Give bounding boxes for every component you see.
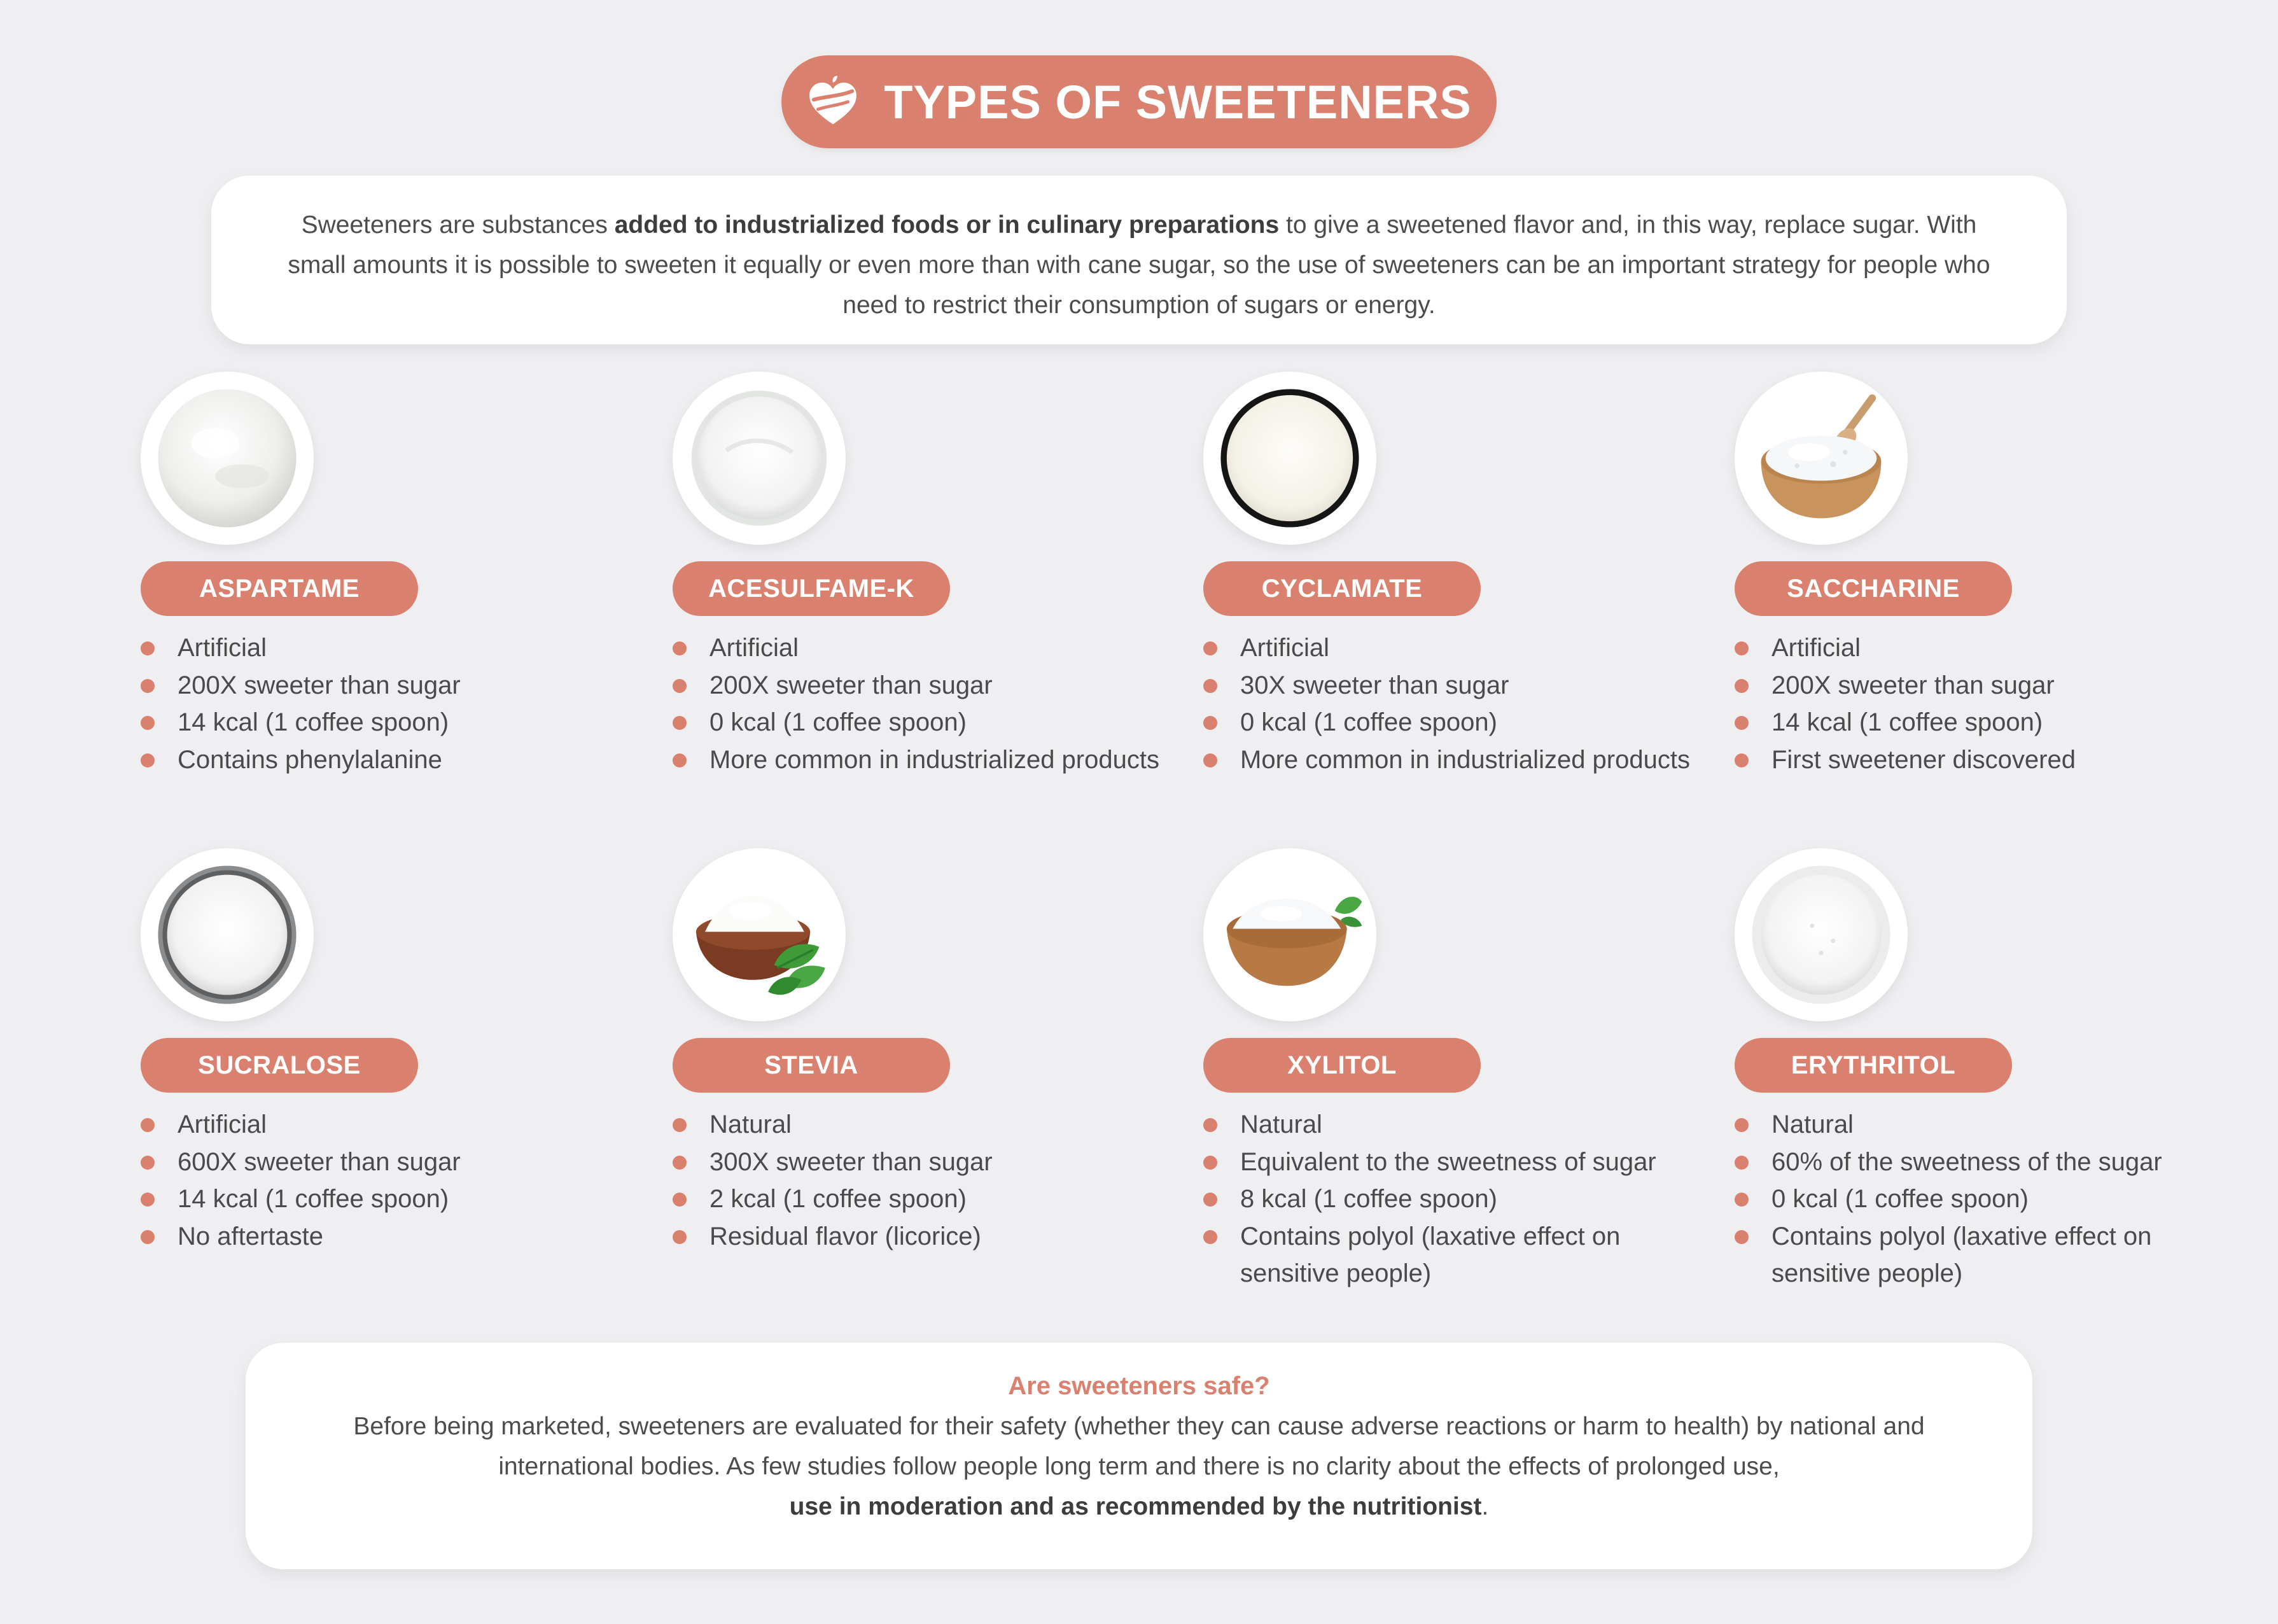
fact-text: Natural [709,1110,792,1138]
fact-text: First sweetener discovered [1771,745,2076,774]
sweetener-photo [673,372,846,545]
page-title: TYPES OF SWEETENERS [884,75,1472,129]
sweetener-facts-list [141,1106,662,1255]
bullet-dot-icon [1203,641,1217,655]
list-item [673,1106,1194,1144]
sweetener-name-pill: ASPARTAME [141,561,418,616]
sweetener-facts-list [673,629,1194,778]
list-item [673,704,1194,741]
bullet-dot-icon [1735,1193,1749,1207]
bullet-dot-icon [141,679,155,693]
fact-text: 14 kcal (1 coffee spoon) [1771,708,2043,736]
list-item [1735,1144,2256,1181]
sweetener-photo [141,372,314,545]
sweetener-name-pill: SUCRALOSE [141,1038,418,1093]
intro-text: Sweeteners are substances [301,211,615,239]
bullet-dot-icon [1203,1156,1217,1170]
bullet-dot-icon [141,1193,155,1207]
fact-text: More common in industrialized products [1240,745,1690,774]
bullet-dot-icon [673,753,687,767]
list-item [1203,741,1725,779]
powder-bowl-stevia-leaves-icon [684,860,834,1010]
title-banner [781,55,1497,148]
bullet-dot-icon [141,753,155,767]
fact-text: Contains polyol (laxative effect on sensitive people) [1240,1222,1621,1287]
list-item [673,667,1194,704]
bullet-dot-icon [673,1156,687,1170]
safety-end: . [1481,1493,1489,1520]
fact-text: Artificial [709,634,799,662]
fact-text: 2 kcal (1 coffee spoon) [709,1185,967,1213]
sweetener-facts-list [1735,629,2256,778]
heart-leaf-logo-icon [806,75,860,129]
bullet-dot-icon [141,1156,155,1170]
sweetener-photo [1203,848,1376,1021]
fact-text: 300X sweeter than sugar [709,1147,993,1176]
fact-text: 14 kcal (1 coffee spoon) [178,708,449,736]
fact-text: 0 kcal (1 coffee spoon) [1771,1185,2029,1213]
powder-grey-bowl-icon [152,860,302,1010]
list-item [1203,1180,1725,1218]
list-item [1735,704,2256,741]
powder-glass-dish-icon [684,383,834,533]
sweetener-card-stevia [673,848,1194,1294]
list-item [141,1144,662,1181]
sugar-wooden-bowl-leaf-icon [1215,860,1365,1010]
fact-text: 60% of the sweetness of the sugar [1771,1147,2162,1176]
list-item [141,741,662,779]
sweetener-facts-list [141,629,662,778]
list-item [1203,667,1725,704]
bullet-dot-icon [141,1230,155,1244]
bullet-dot-icon [1203,753,1217,767]
sweetener-name-pill: SACCHARINE [1735,561,2012,616]
list-item [673,1218,1194,1256]
fact-text: 14 kcal (1 coffee spoon) [178,1185,449,1213]
list-item [673,1180,1194,1218]
intro-text-continued: to give a sweetened flavor and, in this way, replace sugar. With small amounts it is possible to sweeten it equally or even more than with cane sugar, so the use of sweeteners can be an important strategy for people who need to restrict their consumption of sugars or energy. [288,211,1990,319]
safety-card [246,1343,2032,1569]
list-item [1735,741,2256,779]
sweetener-card-cyclamate [1203,372,1725,817]
list-item [141,704,662,741]
fact-text: More common in industrialized products [709,745,1159,774]
list-item [1203,704,1725,741]
list-item [673,629,1194,667]
intro-bold-text: added to industrialized foods or in culinary preparations [614,211,1280,239]
sweetener-photo [1203,372,1376,545]
list-item [1735,629,2256,667]
sweetener-facts-list [1203,1106,1725,1292]
list-item [1203,1106,1725,1144]
safety-title: Are sweeteners safe? [1008,1372,1270,1400]
list-item [141,629,662,667]
fact-text: 0 kcal (1 coffee spoon) [709,708,967,736]
list-item [1735,1180,2256,1218]
bullet-dot-icon [1203,1118,1217,1132]
bullet-dot-icon [673,1193,687,1207]
bullet-dot-icon [1735,1118,1749,1132]
list-item [141,667,662,704]
sweetener-photo [1735,848,1908,1021]
fact-text: Artificial [1240,634,1330,662]
fact-text: No aftertaste [178,1222,324,1250]
fact-text: Contains phenylalanine [178,745,442,774]
list-item [673,741,1194,779]
list-item [673,1144,1194,1181]
bullet-dot-icon [673,1118,687,1132]
list-item [141,1180,662,1218]
fact-text: 600X sweeter than sugar [178,1147,461,1176]
bullet-dot-icon [141,641,155,655]
sweetener-card-erythritol [1735,848,2256,1294]
list-item [1203,629,1725,667]
safety-body [297,1406,1981,1527]
safety-text: Before being marketed, sweeteners are evaluated for their safety (whether they can cause adverse reactions or harm to health) by national and international bodies. As few studies follow people long term and there is no clarity about the effects of prolonged use, [353,1413,1925,1480]
crystals-wooden-bowl-spoon-icon [1746,383,1896,533]
sweetener-card-saccharine [1735,372,2256,817]
bullet-dot-icon [1735,1156,1749,1170]
fact-text: 30X sweeter than sugar [1240,671,1509,699]
list-item [1735,1106,2256,1144]
sweetener-name-pill: ERYTHRITOL [1735,1038,2012,1093]
sweetener-card-acesulfame-k [673,372,1194,817]
sweetener-photo [141,848,314,1021]
granules-white-bowl-icon [1746,860,1896,1010]
fact-text: Natural [1771,1110,1854,1138]
sweetener-photo [673,848,846,1021]
fact-text: Natural [1240,1110,1322,1138]
bullet-dot-icon [673,1230,687,1244]
bullet-dot-icon [1735,641,1749,655]
list-item [1203,1144,1725,1181]
fact-text: 8 kcal (1 coffee spoon) [1240,1185,1497,1213]
bullet-dot-icon [1203,679,1217,693]
fact-text: Equivalent to the sweetness of sugar [1240,1147,1656,1176]
fact-text: Artificial [178,1110,267,1138]
safety-bold-text: use in moderation and as recommended by the nutritionist [789,1493,1482,1520]
bullet-dot-icon [673,641,687,655]
intro-card [211,176,2067,344]
sweetener-name-pill: XYLITOL [1203,1038,1481,1093]
list-item [1735,667,2256,704]
list-item [1735,1218,2256,1292]
sweetener-name-pill: ACESULFAME-K [673,561,950,616]
bullet-dot-icon [1735,1230,1749,1244]
sweetener-name-pill: CYCLAMATE [1203,561,1481,616]
bullet-dot-icon [1203,716,1217,730]
sweetener-facts-list [673,1106,1194,1255]
fact-text: 0 kcal (1 coffee spoon) [1240,708,1497,736]
bullet-dot-icon [141,1118,155,1132]
bullet-dot-icon [1735,679,1749,693]
sweetener-facts-list [1735,1106,2256,1292]
fact-text: Residual flavor (licorice) [709,1222,981,1250]
powder-black-rim-dish-icon [1215,383,1365,533]
fact-text: 200X sweeter than sugar [1771,671,2055,699]
bullet-dot-icon [1203,1193,1217,1207]
fact-text: 200X sweeter than sugar [709,671,993,699]
fact-text: Contains polyol (laxative effect on sensitive people) [1771,1222,2152,1287]
bullet-dot-icon [673,679,687,693]
sweetener-name-pill: STEVIA [673,1038,950,1093]
bullet-dot-icon [673,716,687,730]
sweetener-card-sucralose [141,848,662,1294]
bullet-dot-icon [1735,716,1749,730]
bullet-dot-icon [1735,753,1749,767]
sweetener-card-xylitol [1203,848,1725,1294]
sweetener-facts-list [1203,629,1725,778]
fact-text: 200X sweeter than sugar [178,671,461,699]
sweetener-card-aspartame [141,372,662,817]
fact-text: Artificial [1771,634,1861,662]
list-item [1203,1218,1725,1292]
fact-text: Artificial [178,634,267,662]
white-powder-plate-icon [152,383,302,533]
sweetener-photo [1735,372,1908,545]
list-item [141,1106,662,1144]
bullet-dot-icon [1203,1230,1217,1244]
list-item [141,1218,662,1256]
bullet-dot-icon [141,716,155,730]
